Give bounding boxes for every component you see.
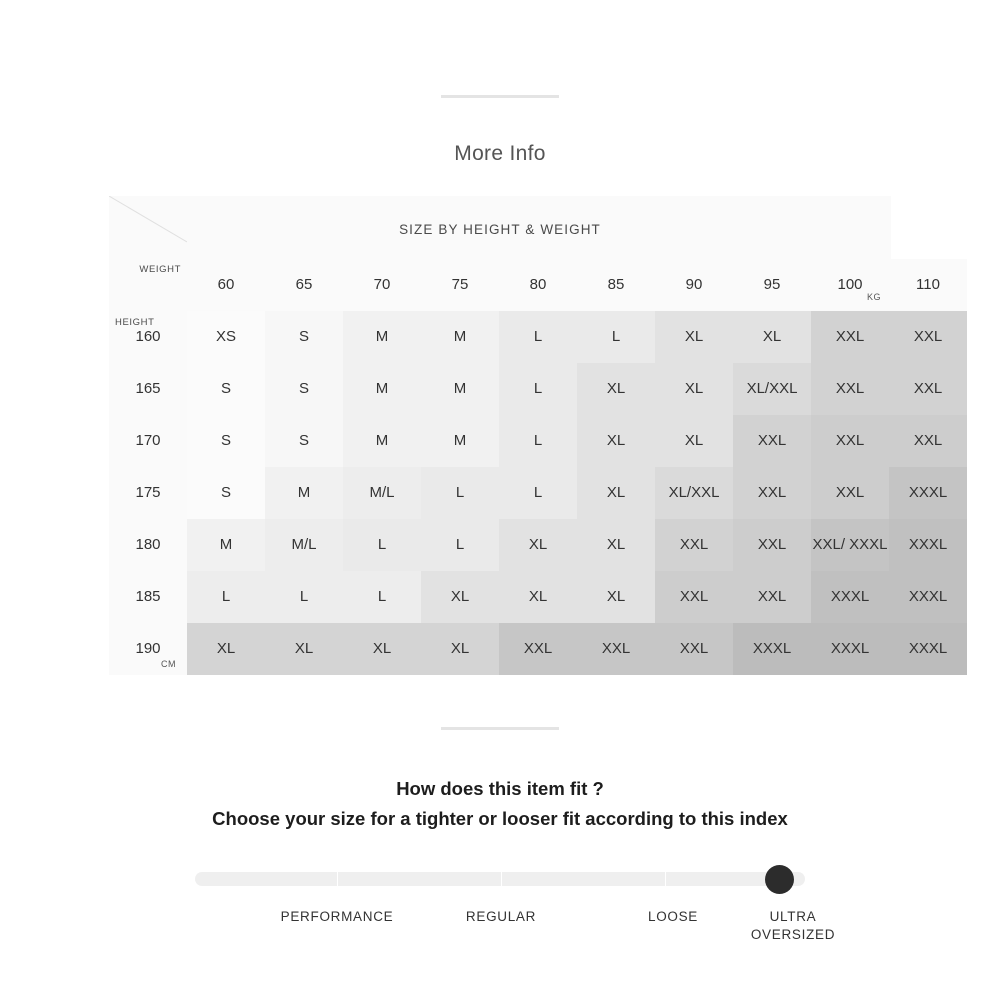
cell-2-4: L [499, 415, 577, 467]
cell-4-0: M [187, 519, 265, 571]
weight-col-8: 100 [811, 259, 889, 311]
slider-tick-2 [501, 872, 502, 886]
cell-1-6: XL [655, 363, 733, 415]
height-row-1: 165 [109, 363, 187, 415]
weight-col-4: 80 [499, 259, 577, 311]
cell-3-7: XXL [733, 467, 811, 519]
table-row [109, 467, 967, 519]
cell-4-2: L [343, 519, 421, 571]
weight-col-1: 65 [265, 259, 343, 311]
cell-1-0: S [187, 363, 265, 415]
cell-5-7: XXL [733, 571, 811, 623]
cell-4-5: XL [577, 519, 655, 571]
cell-2-8: XXL [811, 415, 889, 467]
cell-5-3: XL [421, 571, 499, 623]
cell-1-1: S [265, 363, 343, 415]
cell-0-1: S [265, 311, 343, 363]
cell-1-9: XXL [889, 363, 967, 415]
cell-3-6: XL/XXL [655, 467, 733, 519]
page-title: More Info [454, 142, 546, 165]
cell-2-2: M [343, 415, 421, 467]
cell-0-5: L [577, 311, 655, 363]
cell-2-3: M [421, 415, 499, 467]
cell-4-6: XXL [655, 519, 733, 571]
cell-2-5: XL [577, 415, 655, 467]
weight-col-6: 90 [655, 259, 733, 311]
fit-label-ultra-oversized[interactable]: ULTRA OVERSIZED [750, 909, 836, 943]
cell-6-6: XXL [655, 623, 733, 675]
size-chart [109, 196, 948, 675]
cell-1-2: M [343, 363, 421, 415]
cell-6-7: XXXL [733, 623, 811, 675]
height-row-6: 190 [109, 623, 187, 675]
cell-1-8: XXL [811, 363, 889, 415]
cell-6-9: XXXL [889, 623, 967, 675]
cell-2-9: XXL [889, 415, 967, 467]
cell-5-6: XXL [655, 571, 733, 623]
cell-0-6: XL [655, 311, 733, 363]
cell-2-0: S [187, 415, 265, 467]
cell-1-7: XL/XXL [733, 363, 811, 415]
cell-2-1: S [265, 415, 343, 467]
cell-5-2: L [343, 571, 421, 623]
height-row-4: 180 [109, 519, 187, 571]
height-axis-label: HEIGHT [115, 317, 155, 329]
weight-col-5: 85 [577, 259, 655, 311]
fit-label-loose[interactable]: LOOSE [647, 909, 699, 924]
cell-0-2: M [343, 311, 421, 363]
size-table-head [109, 259, 967, 329]
weight-col-7: 95 [733, 259, 811, 311]
cell-3-2: M/L [343, 467, 421, 519]
fit-subtitle: Choose your size for a tighter or looser fit according to this index [212, 808, 788, 829]
size-table-body [109, 311, 967, 675]
height-row-5: 185 [109, 571, 187, 623]
cell-4-3: L [421, 519, 499, 571]
table-row [109, 571, 967, 623]
table-header-row [109, 259, 967, 311]
cell-3-0: S [187, 467, 265, 519]
fit-label-regular[interactable]: REGULAR [465, 909, 537, 924]
table-row [109, 311, 967, 363]
bottom-divider [441, 727, 559, 730]
weight-col-0: 60 [187, 259, 265, 311]
table-corner-cell [109, 259, 187, 329]
cell-3-3: L [421, 467, 499, 519]
weight-col-9: 110 [889, 259, 967, 311]
slider-tick-1 [337, 872, 338, 886]
cell-5-4: XL [499, 571, 577, 623]
cell-4-1: M/L [265, 519, 343, 571]
height-row-0: 160 [109, 311, 187, 363]
cell-5-9: XXXL [889, 571, 967, 623]
cell-6-3: XL [421, 623, 499, 675]
kg-unit-label: KG [866, 292, 881, 302]
weight-axis-label: WEIGHT [139, 264, 181, 275]
cell-6-4: XXL [499, 623, 577, 675]
cell-3-5: XL [577, 467, 655, 519]
cell-1-4: L [499, 363, 577, 415]
cell-0-8: XXL [811, 311, 889, 363]
weight-col-3: 75 [421, 259, 499, 311]
table-row [109, 623, 967, 675]
size-chart-title: SIZE BY HEIGHT & WEIGHT [399, 222, 601, 237]
cell-1-3: M [421, 363, 499, 415]
cell-2-6: XL [655, 415, 733, 467]
weight-col-2: 70 [343, 259, 421, 311]
cell-5-5: XL [577, 571, 655, 623]
cell-6-2: XL [343, 623, 421, 675]
cell-3-1: M [265, 467, 343, 519]
cell-5-0: L [187, 571, 265, 623]
size-table [109, 259, 967, 675]
fit-question: How does this item fit ? [396, 778, 604, 799]
cell-6-8: XXXL [811, 623, 889, 675]
cell-5-8: XXXL [811, 571, 889, 623]
cell-0-4: L [499, 311, 577, 363]
fit-slider-track[interactable] [195, 872, 805, 886]
fit-slider-labels [195, 908, 836, 958]
table-row [109, 415, 967, 467]
cell-3-8: XXL [811, 467, 889, 519]
cell-0-0: XS [187, 311, 265, 363]
cell-4-9: XXXL [889, 519, 967, 571]
cell-6-0: XL [187, 623, 265, 675]
cm-unit-label: CM [161, 659, 176, 669]
fit-slider[interactable] [195, 872, 836, 958]
table-row [109, 363, 967, 415]
cell-4-8: XXL/ XXXL [811, 519, 889, 571]
height-row-3: 175 [109, 467, 187, 519]
fit-slider-knob[interactable] [765, 865, 794, 894]
cell-2-7: XXL [733, 415, 811, 467]
cell-5-1: L [265, 571, 343, 623]
cell-4-4: XL [499, 519, 577, 571]
cell-3-9: XXXL [889, 467, 967, 519]
cell-1-5: XL [577, 363, 655, 415]
fit-label-performance[interactable]: PERFORMANCE [280, 909, 394, 924]
table-row [109, 519, 967, 571]
top-divider [441, 95, 559, 98]
cell-4-7: XXL [733, 519, 811, 571]
cell-0-3: M [421, 311, 499, 363]
cell-6-1: XL [265, 623, 343, 675]
height-row-2: 170 [109, 415, 187, 467]
slider-tick-3 [665, 872, 666, 886]
cell-0-7: XL [733, 311, 811, 363]
cell-3-4: L [499, 467, 577, 519]
cell-0-9: XXL [889, 311, 967, 363]
cell-6-5: XXL [577, 623, 655, 675]
